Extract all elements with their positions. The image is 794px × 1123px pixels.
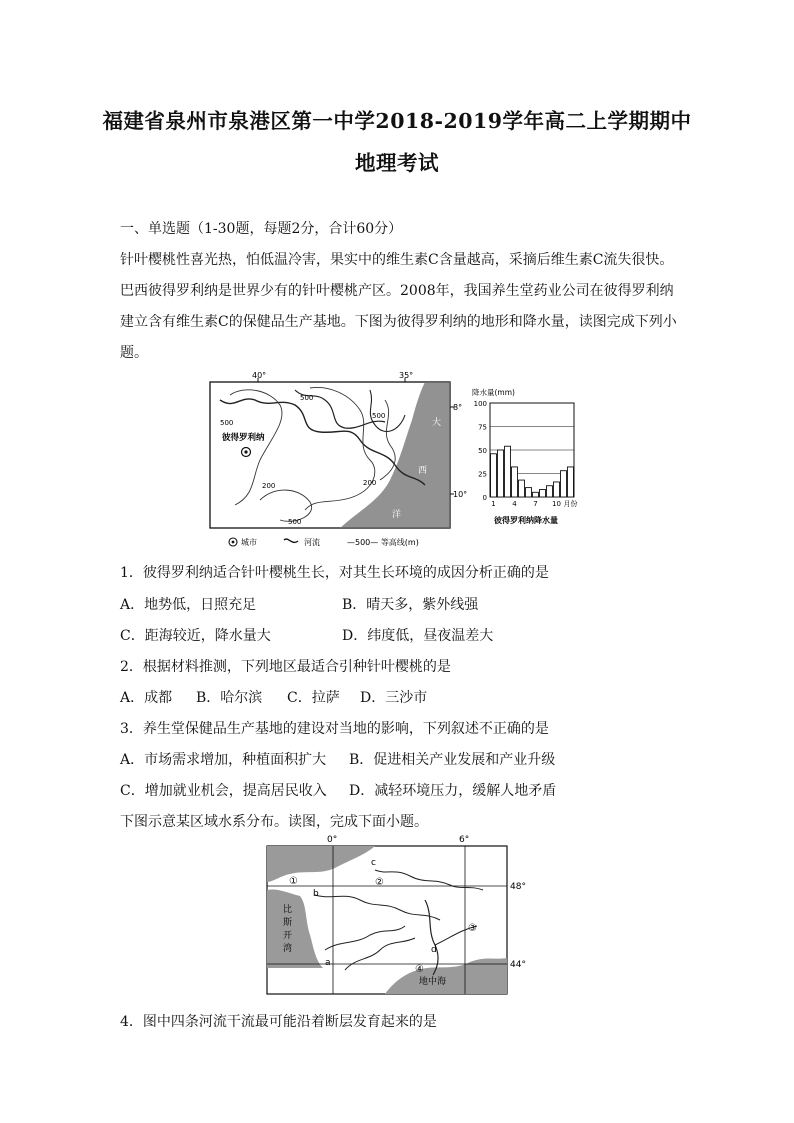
lat-label-10: 10° — [453, 490, 468, 499]
lon-label-0: 0° — [327, 835, 338, 845]
q2-stem: 2．根据材料推测，下列地区最适合引种针叶樱桃的是 — [120, 659, 451, 675]
q3-option-b[interactable]: B．促进相关产业发展和产业升级 — [349, 752, 556, 768]
q2-option-a[interactable]: A．成都 — [120, 690, 173, 706]
contour-label: 500 — [372, 412, 386, 420]
q2-option-d[interactable]: D．三沙市 — [360, 690, 428, 706]
doc-title-line1: 福建省泉州市泉港区第一中学2018-2019学年高二上学期期中 — [102, 109, 692, 133]
chart-bar — [547, 486, 553, 497]
river-label-a: a — [325, 958, 331, 968]
point-2: ② — [375, 877, 384, 888]
q3-stem: 3．养生堂保健品生产基地的建设对当地的影响，下列叙述不正确的是 — [120, 721, 549, 737]
chart-ytick: 100 — [473, 400, 487, 408]
q1-option-a[interactable]: A．地势低，日照充足 — [120, 597, 257, 613]
lat-label-48: 48° — [510, 882, 526, 892]
chart-bar — [519, 480, 525, 497]
ocean-char: 西 — [418, 466, 428, 476]
ocean-char: 洋 — [392, 510, 402, 520]
intro-line-1: 针叶樱桃性喜光热，怕低温冷害，果实中的维生素C含量越高，采摘后维生素C流失很快。 — [120, 252, 674, 268]
lat-label-8: 8° — [453, 403, 463, 412]
chart-xtick: 4 — [512, 500, 517, 508]
river-label-b: b — [313, 889, 319, 899]
sea-char: 湾 — [283, 944, 293, 954]
legend-river-icon — [284, 539, 298, 542]
lat-label-44: 44° — [510, 960, 526, 970]
q1-option-d[interactable]: D．纬度低，昼夜温差大 — [342, 628, 494, 644]
lon-label-35: 35° — [399, 371, 414, 380]
chart-ytick: 75 — [478, 423, 487, 432]
chart-ytick: 25 — [478, 470, 487, 479]
point-4: ④ — [415, 964, 424, 975]
chart-ytick: 50 — [478, 447, 487, 455]
contour-label: 500 — [300, 394, 314, 402]
chart-title: 彼得罗利纳降水量 — [494, 516, 558, 525]
intro2: 下图示意某区域水系分布。读图，完成下面小题。 — [120, 814, 428, 830]
q4-stem: 4．图中四条河流干流最可能沿着断层发育起来的是 — [120, 1014, 437, 1030]
river-label-d: d — [431, 945, 437, 955]
city-label: 彼得罗利纳 — [222, 433, 265, 443]
q1-option-b[interactable]: B．晴天多，紫外线强 — [342, 597, 479, 613]
ocean-char: 大 — [432, 418, 442, 428]
doc-title-line2: 地理考试 — [355, 151, 439, 175]
chart-bar — [533, 492, 539, 497]
sea-char: 斯 — [283, 918, 293, 928]
chart-bar — [554, 482, 560, 497]
contour-label: 200 — [262, 482, 276, 490]
chart-xtick: 10 — [552, 500, 561, 508]
topo-map — [210, 371, 467, 547]
legend-city: 城市 — [241, 538, 257, 547]
q3-option-d[interactable]: D．减轻环境压力，缓解人地矛盾 — [349, 783, 557, 799]
chart-bar — [491, 454, 497, 497]
legend-river: 河流 — [304, 538, 320, 547]
precip-chart — [472, 387, 578, 525]
chart-bar — [526, 488, 532, 497]
chart-bar — [561, 471, 567, 497]
q1-stem: 1．彼得罗利纳适合针叶樱桃生长，对其生长环境的成因分析正确的是 — [120, 565, 549, 581]
q1-option-c[interactable]: C．距海较近，降水量大 — [120, 628, 271, 644]
chart-bar — [505, 446, 511, 497]
intro-line-3: 建立含有维生素C的保健品生产基地。下图为彼得罗利纳的地形和降水量，读图完成下列小 — [120, 314, 677, 330]
chart-bar — [540, 489, 546, 497]
q3-option-a[interactable]: A．市场需求增加，种植面积扩大 — [120, 752, 327, 768]
intro-line-2: 巴西彼得罗利纳是世界少有的针叶樱桃产区。2008年，我国养生堂药业公司在彼得罗利纳 — [120, 283, 674, 299]
chart-bar — [568, 467, 574, 497]
chart-bar — [512, 467, 518, 497]
contour-label: 200 — [363, 479, 377, 487]
contour-label: 500 — [220, 419, 234, 427]
q2-option-b[interactable]: B．哈尔滨 — [196, 690, 263, 706]
river-label-c: c — [371, 858, 376, 868]
figure-2 — [255, 830, 535, 1000]
chart-xtick: 月份 — [563, 500, 578, 508]
lon-label-6: 6° — [459, 835, 470, 845]
chart-ytick: 0 — [482, 494, 487, 502]
q3-option-c[interactable]: C．增加就业机会，提高居民收入 — [120, 783, 327, 799]
sea-char: 开 — [283, 931, 293, 941]
chart-xtick: 1 — [491, 500, 496, 508]
point-3: ③ — [468, 923, 477, 934]
lon-label-40: 40° — [252, 371, 267, 380]
point-1: ① — [289, 876, 298, 887]
intro-line-4: 题。 — [120, 345, 148, 361]
legend-contour: —500— 等高线(m) — [347, 538, 419, 547]
chart-ylabel: 降水量(mm) — [472, 388, 515, 397]
contour-label: 500 — [288, 518, 302, 526]
section-header: 一、单选题（1-30题，每题2分，合计60分） — [120, 221, 403, 237]
q2-option-c[interactable]: C．拉萨 — [287, 690, 340, 706]
chart-xtick: 7 — [533, 500, 538, 508]
figure-1 — [200, 370, 590, 550]
chart-bar — [498, 450, 504, 497]
sea-label-mediterranean: 地中海 — [419, 977, 447, 987]
sea-char: 比 — [283, 905, 293, 915]
